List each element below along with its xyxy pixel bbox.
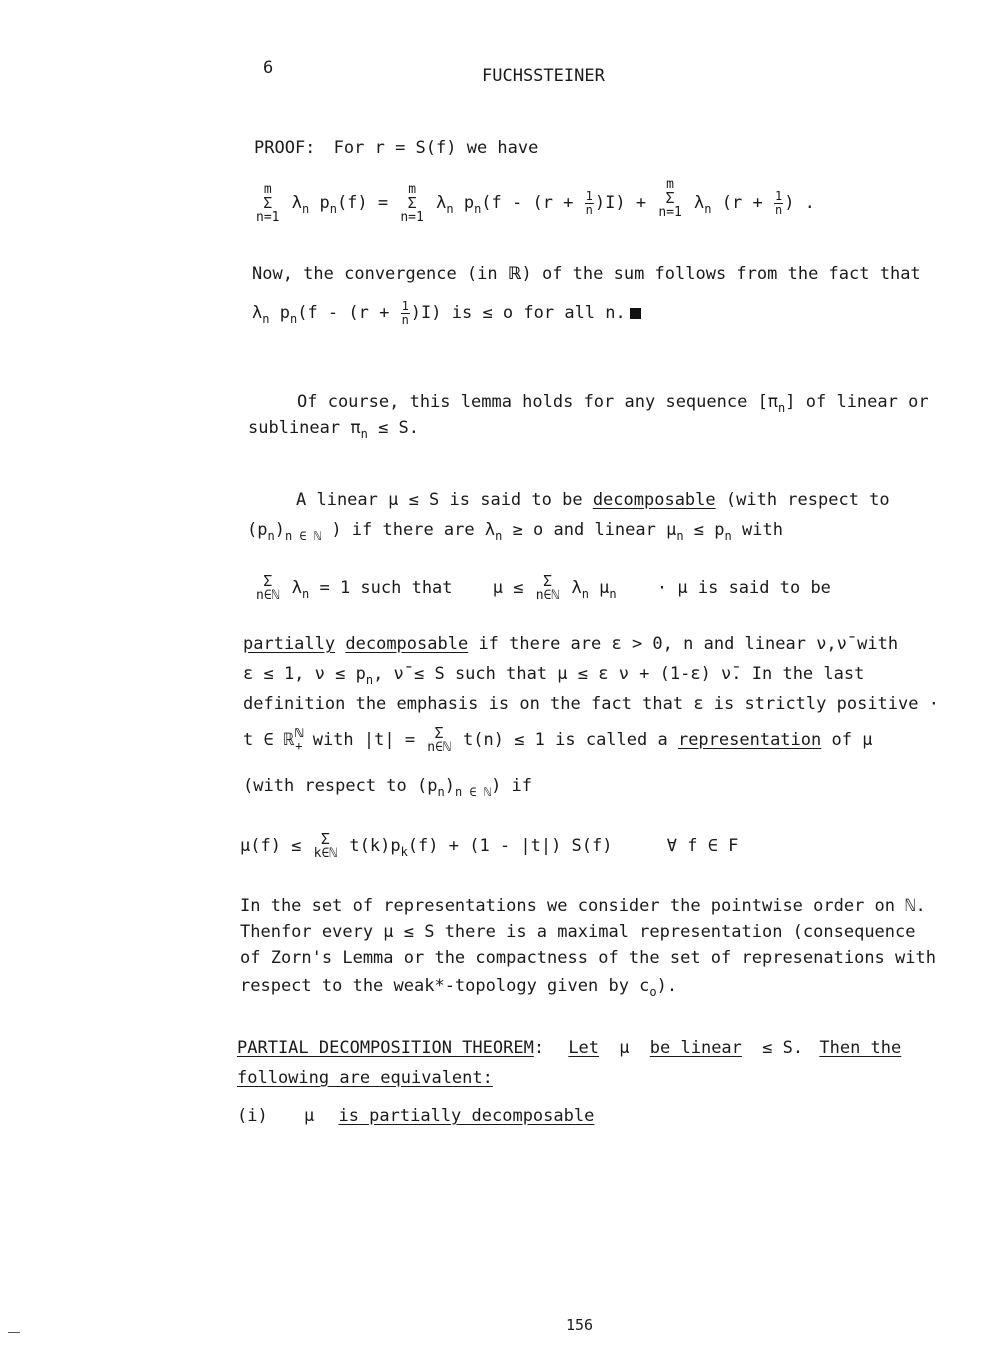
definition-line-2: $(p_n)_{n \in ℕ}$ ) if there are $\lambda_n \ge o$ and linear $\mu_n \le p_n$ with <box>247 520 783 543</box>
definition-line-3: Σ n∈ℕ $\lambda_n = 1$ such that μ ≤ Σ n∈ℕ $\lambda_n$ $\mu_n \cdot \mu$ is said to be <box>256 572 831 603</box>
paragraph-line-4: respect to the weak*-topology given by $c_o$). <box>240 976 678 999</box>
remark-line-2: sublinear $\pi_n \le S$. <box>248 418 420 441</box>
fraction: $\frac{1}{n}$ <box>401 299 409 327</box>
qed-square-icon <box>630 308 641 319</box>
definition-line-8: (with respect to $(p_n)_{n \in ℕ}$) if <box>243 776 533 799</box>
theorem-title: PARTIAL DECOMPOSITION THEOREM <box>237 1038 534 1058</box>
theorem-line-2: following are equivalent: <box>237 1068 493 1088</box>
theorem-heading-line: PARTIAL DECOMPOSITION THEOREM: Let μ be linear ≤ S. Then the <box>237 1038 902 1058</box>
running-title: FUCHSSTEINER <box>482 66 605 86</box>
sum-operator: Σ n∈ℕ <box>535 572 560 603</box>
definition-line-4: partially decomposable if there are ε > 0, n and linear ν,ν̄ with <box>243 634 899 654</box>
sum-operator: m Σ n=1 <box>256 181 280 225</box>
term-representation: representation <box>677 730 822 750</box>
sum-operator: Σ n∈ℕ <box>256 572 280 603</box>
real-numbers-symbol: ℝ <box>507 264 522 284</box>
proof-equation: m Σ n=1 $\lambda_n$ $p_n(f)$ = m Σ n=1 $\lambda_n$ $p_n(f - (r$ + $\frac{1}{n}$ )I) + m Σ n=1 $\lambda_n$ (r + $\frac{1}{n}$ ) . <box>256 177 815 225</box>
proof-convergence-line: Now, the convergence (in ℝ) of the sum follows from the fact that <box>252 264 921 284</box>
sum-operator: Σ n∈ℕ <box>427 724 451 755</box>
term-decomposable: decomposable <box>345 634 469 654</box>
proof-label: PROOF: <box>254 138 316 158</box>
sum-operator: m Σ n=1 <box>400 181 424 225</box>
theorem-item-1: (i) μ is partially decomposable <box>237 1106 595 1126</box>
paragraph-line-1: In the set of representations we consider the pointwise order on ℕ. <box>240 896 926 916</box>
fraction: $\frac{1}{n}$ <box>585 188 593 217</box>
term-partially: partially <box>243 634 336 654</box>
proof-conclusion-line: $\lambda_n$ $p_n(f - (r$ + $\frac{1}{n}$ )I) is ≤ o for all n. <box>252 300 641 326</box>
paragraph-line-2: Thenfor every μ ≤ S there is a maximal representation (consequence <box>240 922 916 942</box>
definition-line-1: A linear μ ≤ S is said to be decomposable (with respect to <box>296 490 890 510</box>
representation-formula: μ(f) ≤ Σ k∈ℕ $t(k)p_k(f) + (1 - |t|)$ S(f) ∀ f ∈ F <box>240 830 739 861</box>
margin-mark <box>8 1332 20 1333</box>
remark-line-1: Of course, this lemma holds for any sequence $[\pi_n]$ of linear or <box>297 392 929 415</box>
sum-operator: m Σ n=1 <box>658 177 682 220</box>
definition-line-7: t ∈ ℝ$^ℕ_+$ with |t| = Σ n∈ℕ t(n) ≤ 1 is called a representation of μ <box>243 724 873 755</box>
term-decomposable: decomposable <box>592 490 716 510</box>
definition-line-6: definition the emphasis is on the fact that ε is strictly positive · <box>243 694 939 714</box>
paragraph-line-3: of Zorn's Lemma or the compactness of the set of represenations with <box>240 948 936 968</box>
sum-operator: Σ k∈ℕ <box>313 830 338 861</box>
page-number-bottom: 156 <box>566 1316 594 1334</box>
proof-intro <box>254 138 538 158</box>
definition-line-5: ε ≤ 1, $\nu \le p_n$, ν̄ ≤ S such that μ ≤ ε ν + (1-ε) ν̄. In the last <box>243 664 865 687</box>
proof-intro-text: For r = S(f) we have <box>333 138 539 158</box>
page-number-top: 6 <box>263 58 274 78</box>
fraction: $\frac{1}{n}$ <box>774 188 783 217</box>
